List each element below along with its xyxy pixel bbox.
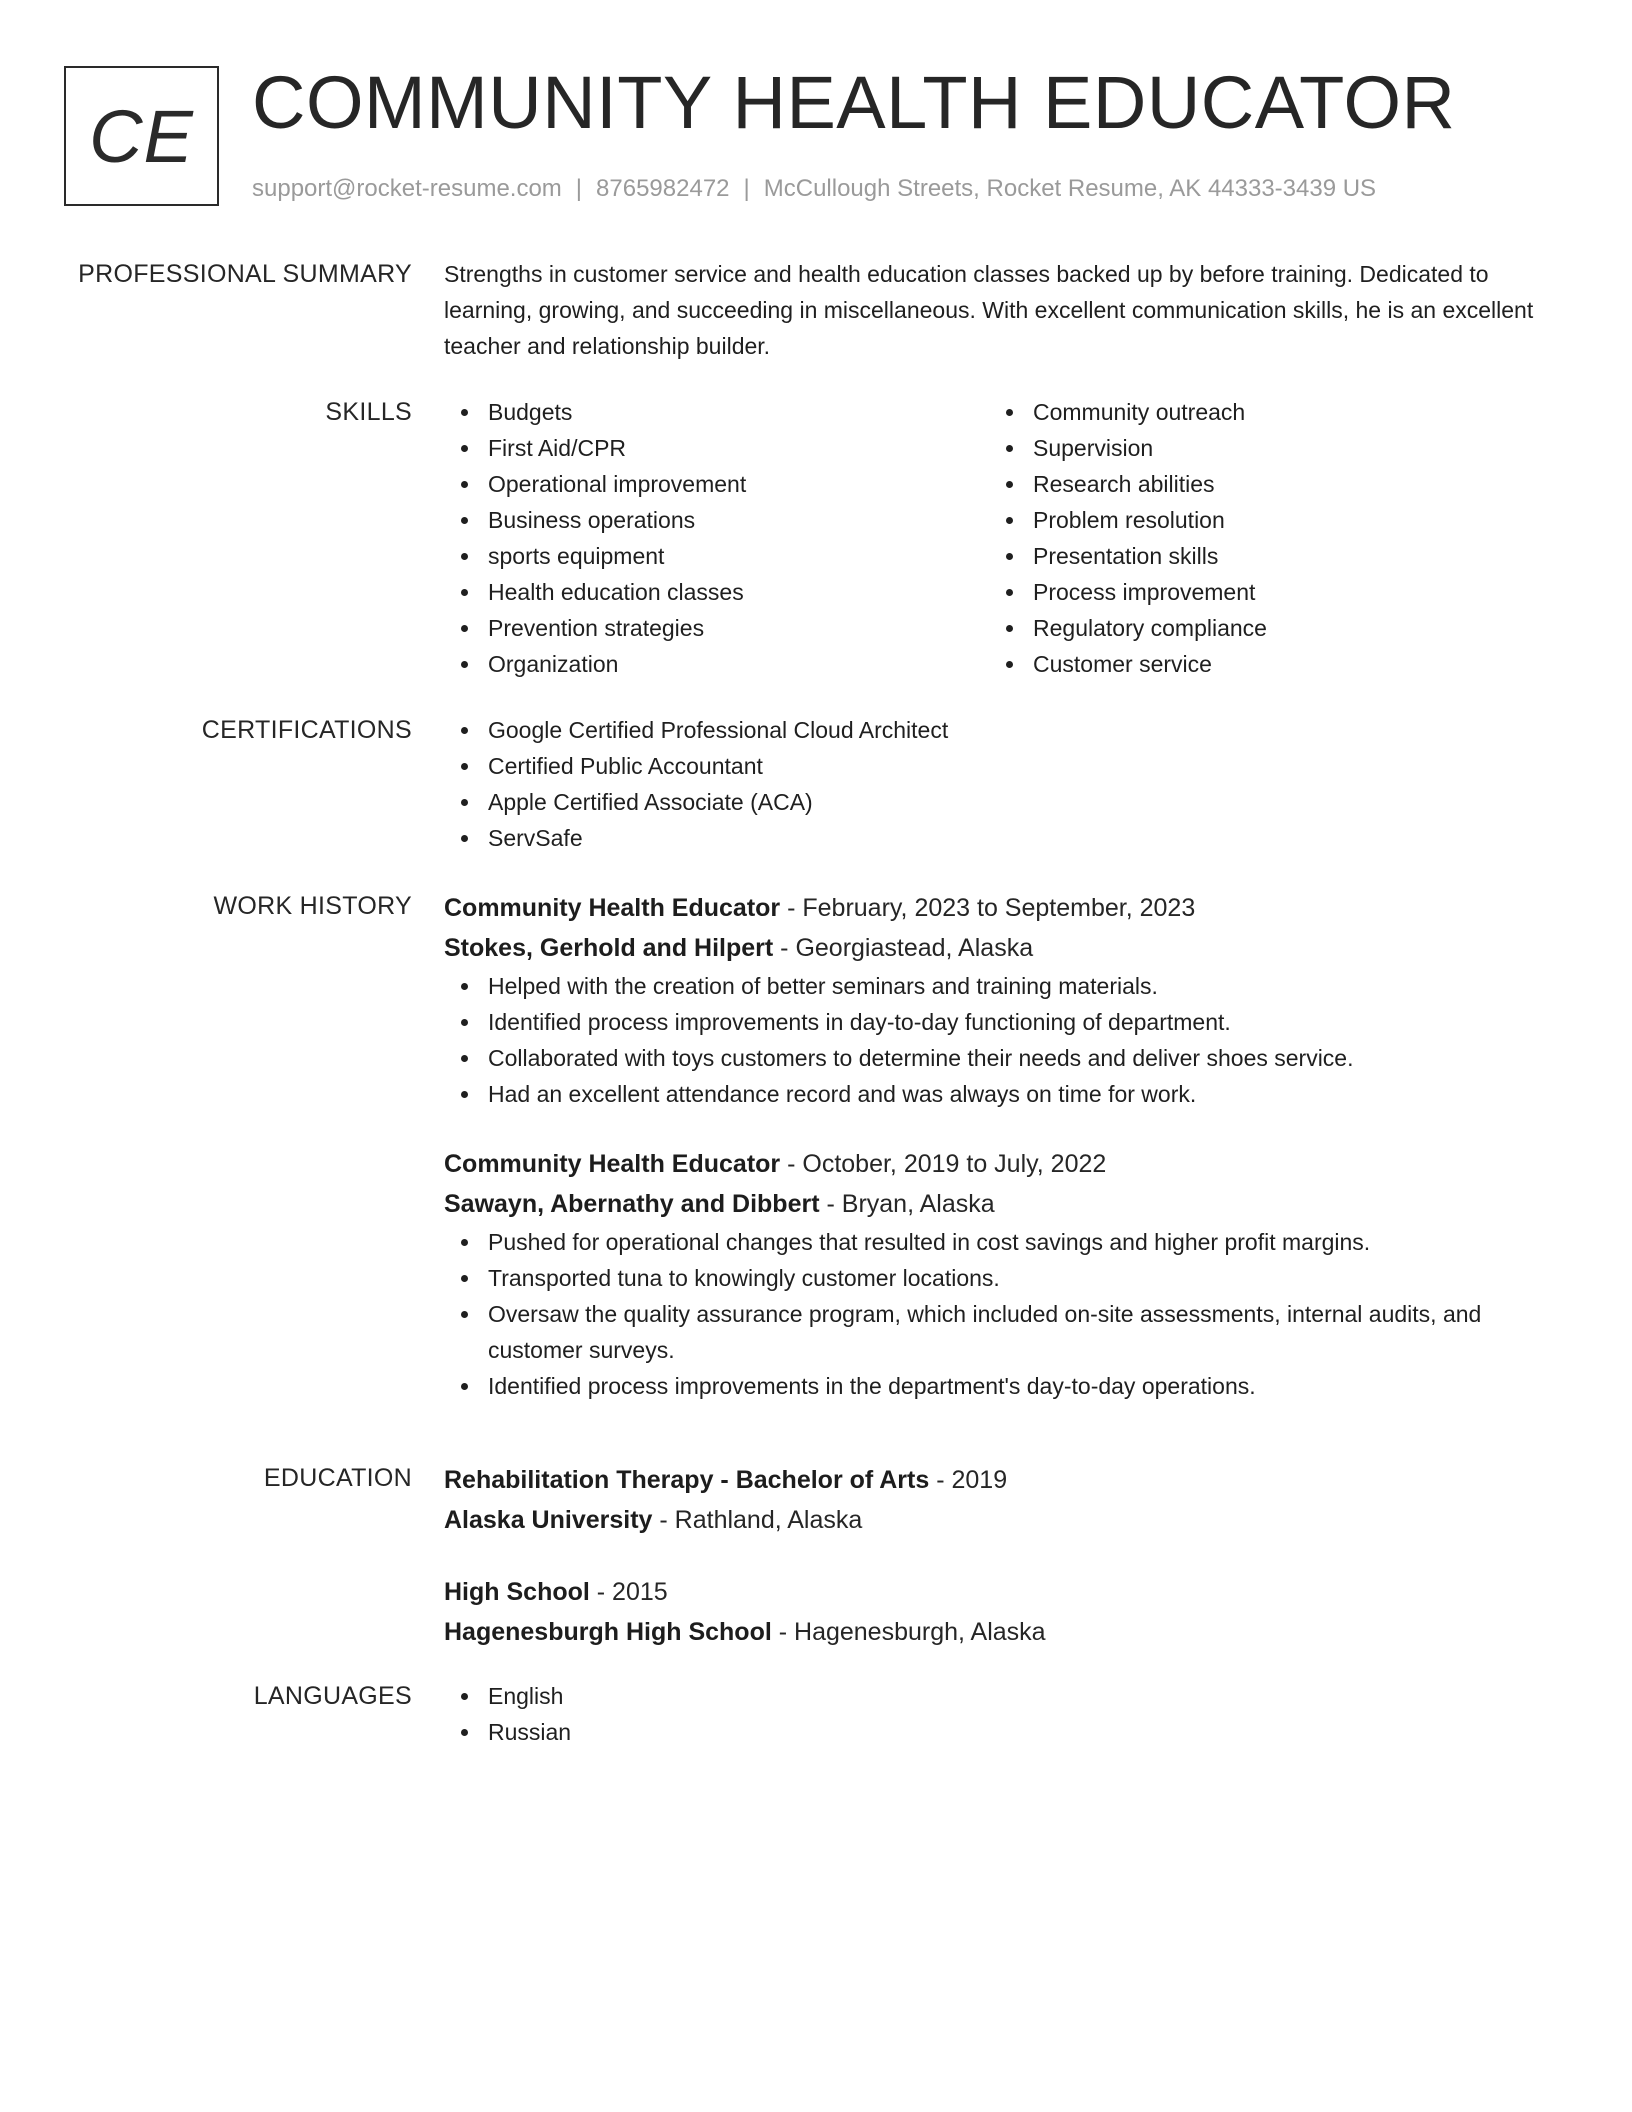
degree-name: Rehabilitation Therapy - Bachelor of Arts [444,1466,930,1494]
job-duty-item: Helped with the creation of better seminars and training materials. [444,968,1554,1004]
job-entry [444,888,1554,1112]
certification-item: Google Certified Professional Cloud Architect [444,712,1554,748]
degree-year: - 2019 [929,1466,1008,1494]
job-duty-item: Collaborated with toys customers to determine their needs and deliver shoes service. [444,1040,1554,1076]
skills-body [444,394,1554,682]
skills-column-right [989,394,1534,682]
job-title-line [444,1144,1554,1184]
skill-item: Business operations [444,502,989,538]
skill-item: Regulatory compliance [989,610,1534,646]
job-duties-list [444,968,1554,1112]
school-line [444,1500,1554,1540]
monogram-logo: CE [64,66,219,206]
contact-email: support@rocket-resume.com [252,175,562,202]
skill-item: Process improvement [989,574,1534,610]
page-title: COMMUNITY HEALTH EDUCATOR [252,61,1456,144]
school-location: - Rathland, Alaska [652,1506,863,1534]
skill-item: sports equipment [444,538,989,574]
languages-body [444,1678,1554,1750]
summary-text: Strengths in customer service and health education classes backed up by before training. Dedicated to learning, growing, and succeeding in miscellaneous. With excellent communication skills, he is an excellent teacher and relationship builder. [444,261,1534,359]
job-location: - Bryan, Alaska [819,1190,995,1218]
contact-separator: | [575,175,583,202]
section-label-languages: LANGUAGES [253,1682,412,1710]
certification-item: Apple Certified Associate (ACA) [444,784,1554,820]
certifications-body [444,712,1554,856]
section-label-certifications: CERTIFICATIONS [201,716,412,744]
degree-line [444,1460,1554,1500]
job-duties-list [444,1224,1554,1404]
language-item: English [444,1678,1554,1714]
degree-year: - 2015 [589,1578,668,1606]
job-title: Community Health Educator [444,1150,781,1178]
education-body [444,1460,1554,1652]
degree-name: High School [444,1578,590,1606]
section-label-education: EDUCATION [263,1464,412,1492]
job-company: Stokes, Gerhold and Hilpert [444,934,774,962]
skill-item: Budgets [444,394,989,430]
education-entry [444,1460,1554,1540]
work-history-body [444,888,1554,1404]
job-dates: - February, 2023 to September, 2023 [780,894,1196,922]
skill-item: Community outreach [989,394,1534,430]
language-item: Russian [444,1714,1554,1750]
skill-item: First Aid/CPR [444,430,989,466]
school-name: Alaska University [444,1506,653,1534]
certification-item: Certified Public Accountant [444,748,1554,784]
job-entry [444,1144,1554,1404]
skills-column-left [444,394,989,682]
section-label-skills: SKILLS [325,398,412,426]
contact-address: McCullough Streets, Rocket Resume, AK 44333-3439 US [763,175,1377,202]
contact-separator: | [743,175,750,202]
contact-line [252,174,1376,204]
skill-item: Operational improvement [444,466,989,502]
school-line [444,1612,1554,1652]
job-duty-item: Pushed for operational changes that resulted in cost savings and higher profit margins. [444,1224,1554,1260]
school-location: - Hagenesburgh, Alaska [771,1618,1046,1646]
job-dates: - October, 2019 to July, 2022 [780,1150,1107,1178]
job-duty-item: Oversaw the quality assurance program, which included on-site assessments, internal audits, and customer surveys. [444,1296,1554,1368]
school-name: Hagenesburgh High School [444,1618,772,1646]
job-company-line [444,928,1554,968]
job-duty-item: Identified process improvements in the department's day-to-day operations. [444,1368,1554,1404]
skill-item: Prevention strategies [444,610,989,646]
contact-phone: 8765982472 [596,175,730,202]
skill-item: Supervision [989,430,1534,466]
skill-item: Organization [444,646,989,682]
job-duty-item: Identified process improvements in day-to-day functioning of department. [444,1004,1554,1040]
job-duty-item: Transported tuna to knowingly customer locations. [444,1260,1554,1296]
skill-item: Research abilities [989,466,1534,502]
skills-list-right [989,394,1534,682]
skill-item: Health education classes [444,574,989,610]
job-location: - Georgiastead, Alaska [773,934,1034,962]
skill-item: Problem resolution [989,502,1534,538]
section-label-work-history: WORK HISTORY [213,892,412,920]
degree-line [444,1572,1554,1612]
job-duty-item: Had an excellent attendance record and was always on time for work. [444,1076,1554,1112]
certifications-list [444,712,1554,856]
skill-item: Customer service [989,646,1534,682]
languages-list [444,1678,1554,1750]
skill-item: Presentation skills [989,538,1534,574]
job-title-line [444,888,1554,928]
job-company-line [444,1184,1554,1224]
certification-item: ServSafe [444,820,1554,856]
summary-body [444,256,1554,364]
job-company: Sawayn, Abernathy and Dibbert [444,1190,820,1218]
skills-list-left [444,394,989,682]
section-label-summary: PROFESSIONAL SUMMARY [78,260,412,288]
job-title: Community Health Educator [444,894,781,922]
education-entry [444,1572,1554,1652]
